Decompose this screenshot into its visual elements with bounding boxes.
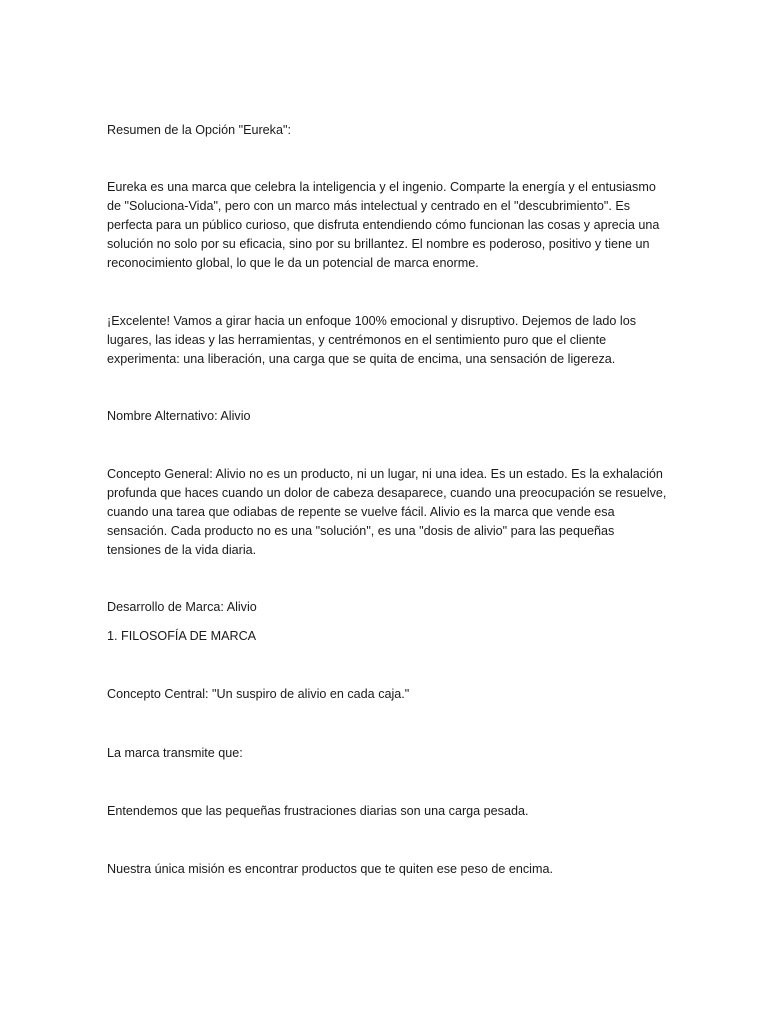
brand-transmits-line: La marca transmite que:	[107, 746, 243, 760]
alternative-name-line: Nombre Alternativo: Alivio	[107, 409, 251, 423]
brand-philosophy-heading: 1. FILOSOFÍA DE MARCA	[107, 629, 257, 643]
summary-heading: Resumen de la Opción "Eureka":	[107, 123, 291, 137]
eureka-summary-paragraph: Eureka es una marca que celebra la inteligencia y el ingenio. Comparte la energía y el entusiasmo de "Soluciona-Vida", pero con un marco más intelectual y centrado en el "descubrimiento". Es perfecta para un público curioso, que disfruta entendiendo cómo funcionan las cosas y aprecia una solución no solo por su eficacia, sino por su brillantez. El nombre es poderoso, positivo y tiene un reconocimiento global, lo que le da un potencial de marca enorme.	[107, 180, 660, 270]
emotional-pivot-paragraph: ¡Excelente! Vamos a girar hacia un enfoque 100% emocional y disruptivo. Dejemos de lado los lugares, las ideas y las herramientas, y centrémonos en el sentimiento puro que el cliente experimenta: una liberación, una carga que se quita de encima, una sensación de ligereza.	[107, 314, 636, 366]
mission-line: Nuestra única misión es encontrar productos que te quiten ese peso de encima.	[107, 862, 553, 876]
brand-development-heading: Desarrollo de Marca: Alivio	[107, 600, 257, 614]
central-concept-line: Concepto Central: "Un suspiro de alivio en cada caja."	[107, 687, 410, 701]
understanding-line: Entendemos que las pequeñas frustraciones diarias son una carga pesada.	[107, 804, 529, 818]
general-concept-paragraph: Concepto General: Alivio no es un producto, ni un lugar, ni una idea. Es un estado. Es la exhalación profunda que haces cuando un dolor de cabeza desaparece, cuando una preocupación se resuelve, cuando una tarea que odiabas de repente se vuelve fácil. Alivio es la marca que vende esa sensación. Cada producto no es una "solución", es una "dosis de alivio" para las pequeñas tensiones de la vida diaria.	[107, 467, 667, 557]
